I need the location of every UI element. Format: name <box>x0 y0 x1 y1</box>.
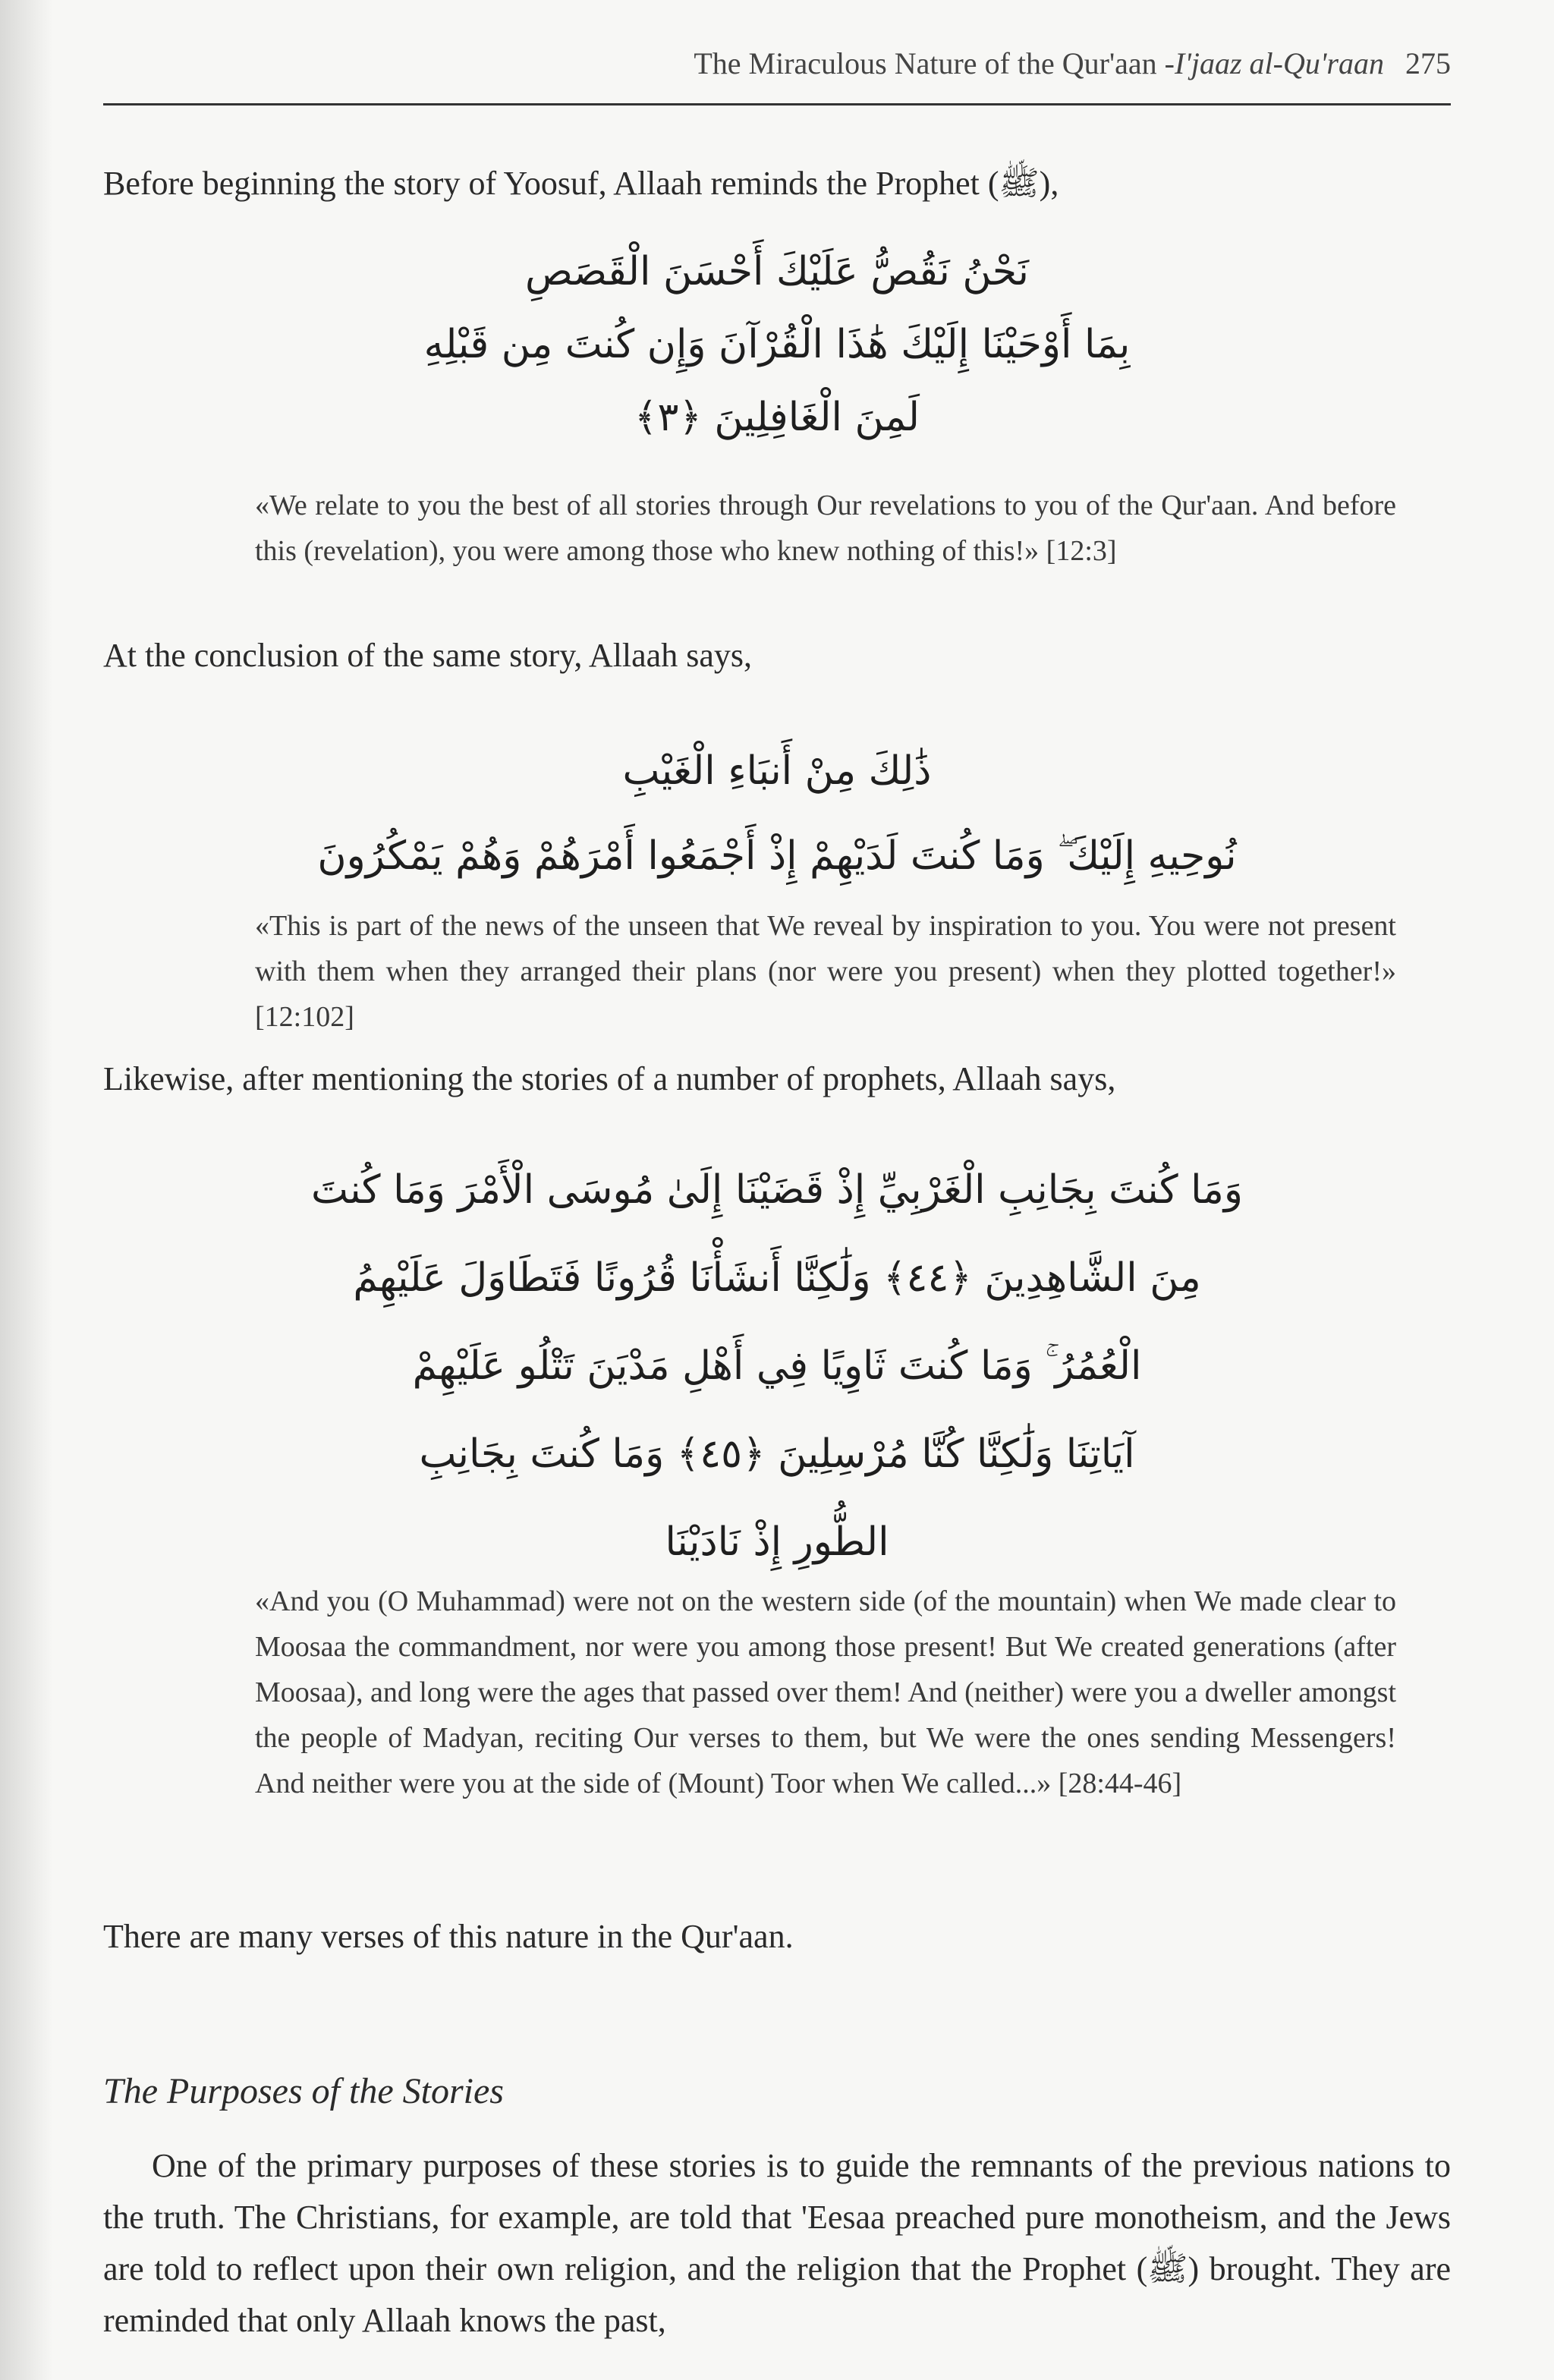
arabic-line: آيَاتِنَا وَلَٰكِنَّا كُنَّا مُرْسِلِينَ ﴿٤٥﴾ وَمَا كُنتَ بِجَانِبِ <box>419 1431 1135 1477</box>
running-header <box>103 46 1451 105</box>
arabic-line: الطُّورِ إِذْ نَادَيْنَا <box>665 1519 889 1565</box>
verse-28-44-46-translation: «And you (O Muhammad) were not on the western side (of the mountain) when We made clear to Moosaa the commandment, nor were you among those present! But We created generations (after Moosaa), and long were the ages that passed over them! And (neither) were you a dweller amongst the people of Madyan, reciting Our verses to them, but We were the ones sending Messengers! And neither were you at the side of (Mount) Toor when We called...» [28:44-46] <box>255 1585 1396 1799</box>
intro-paragraph-4: There are many verses of this nature in the Qur'aan. <box>103 1918 794 1955</box>
quran-verse-28-44-46-arabic <box>103 1146 1451 1586</box>
page-gutter-shadow <box>0 0 53 2380</box>
arabic-line: وَمَا كُنتَ بِجَانِبِ الْغَرْبِيِّ إِذْ قَضَيْنَا إِلَىٰ مُوسَى الْأَمْرَ وَمَا كُنتَ <box>311 1167 1243 1213</box>
book-page <box>103 46 1451 2339</box>
quran-verse-12-102-arabic <box>103 729 1451 899</box>
intro-paragraph-2: At the conclusion of the same story, Allaah says, <box>103 637 752 674</box>
verse-12-3-translation: «We relate to you the best of all stories through Our revelations to you of the Qur'aan. And before this (revelation), you were among those who knew nothing of this!» [12:3] <box>255 490 1396 567</box>
verse-12-102-translation: «This is part of the news of the unseen that We reveal by inspiration to you. You were not present with them when they arranged their plans (nor were you present) when they plotted together!» [12:102] <box>255 910 1396 1033</box>
arabic-line: بِمَا أَوْحَيْنَا إِلَيْكَ هَٰذَا الْقُرْآنَ وَإِن كُنتَ مِن قَبْلِهِ <box>423 322 1131 367</box>
arabic-line: لَمِنَ الْغَافِلِينَ ﴿٣﴾ <box>634 395 920 440</box>
quran-verse-12-3-arabic <box>103 235 1451 454</box>
section-body-paragraph: One of the primary purposes of these stories is to guide the remnants of the previous nations to the truth. The Christians, for example, are told that 'Eesaa preached pure monotheism, and the Jews are told to reflect upon their own religion, and the religion that the Prophet (ﷺ) brought. They are reminded that only Allaah knows the past, <box>103 2147 1451 2339</box>
arabic-line: ذَٰلِكَ مِنْ أَنبَاءِ الْغَيْبِ <box>622 748 932 794</box>
arabic-line: مِنَ الشَّاهِدِينَ ﴿٤٤﴾ وَلَٰكِنَّا أَنشَأْنَا قُرُونًا فَتَطَاوَلَ عَلَيْهِمُ <box>353 1255 1201 1301</box>
intro-paragraph-3: Likewise, after mentioning the stories of a number of prophets, Allaah says, <box>103 1060 1116 1097</box>
arabic-line: الْعُمُرُ ۚ وَمَا كُنتَ ثَاوِيًا فِي أَهْلِ مَدْيَنَ تَتْلُو عَلَيْهِمْ <box>412 1343 1142 1389</box>
arabic-line: نَحْنُ نَقُصُّ عَلَيْكَ أَحْسَنَ الْقَصَصِ <box>525 249 1029 294</box>
intro-paragraph-1: Before beginning the story of Yoosuf, Allaah reminds the Prophet (ﷺ), <box>103 165 1059 202</box>
header-title-italic: I'jaaz al-Qu'raan <box>1175 46 1384 80</box>
header-title: The Miraculous Nature of the Qur'aan - <box>694 46 1175 80</box>
page-number: 275 <box>1405 46 1451 80</box>
arabic-line: نُوحِيهِ إِلَيْكَ ۖ وَمَا كُنتَ لَدَيْهِمْ إِذْ أَجْمَعُوا أَمْرَهُمْ وَهُمْ يَمْكُرُونَ <box>317 833 1237 879</box>
section-heading: The Purposes of the Stories <box>103 2071 504 2111</box>
